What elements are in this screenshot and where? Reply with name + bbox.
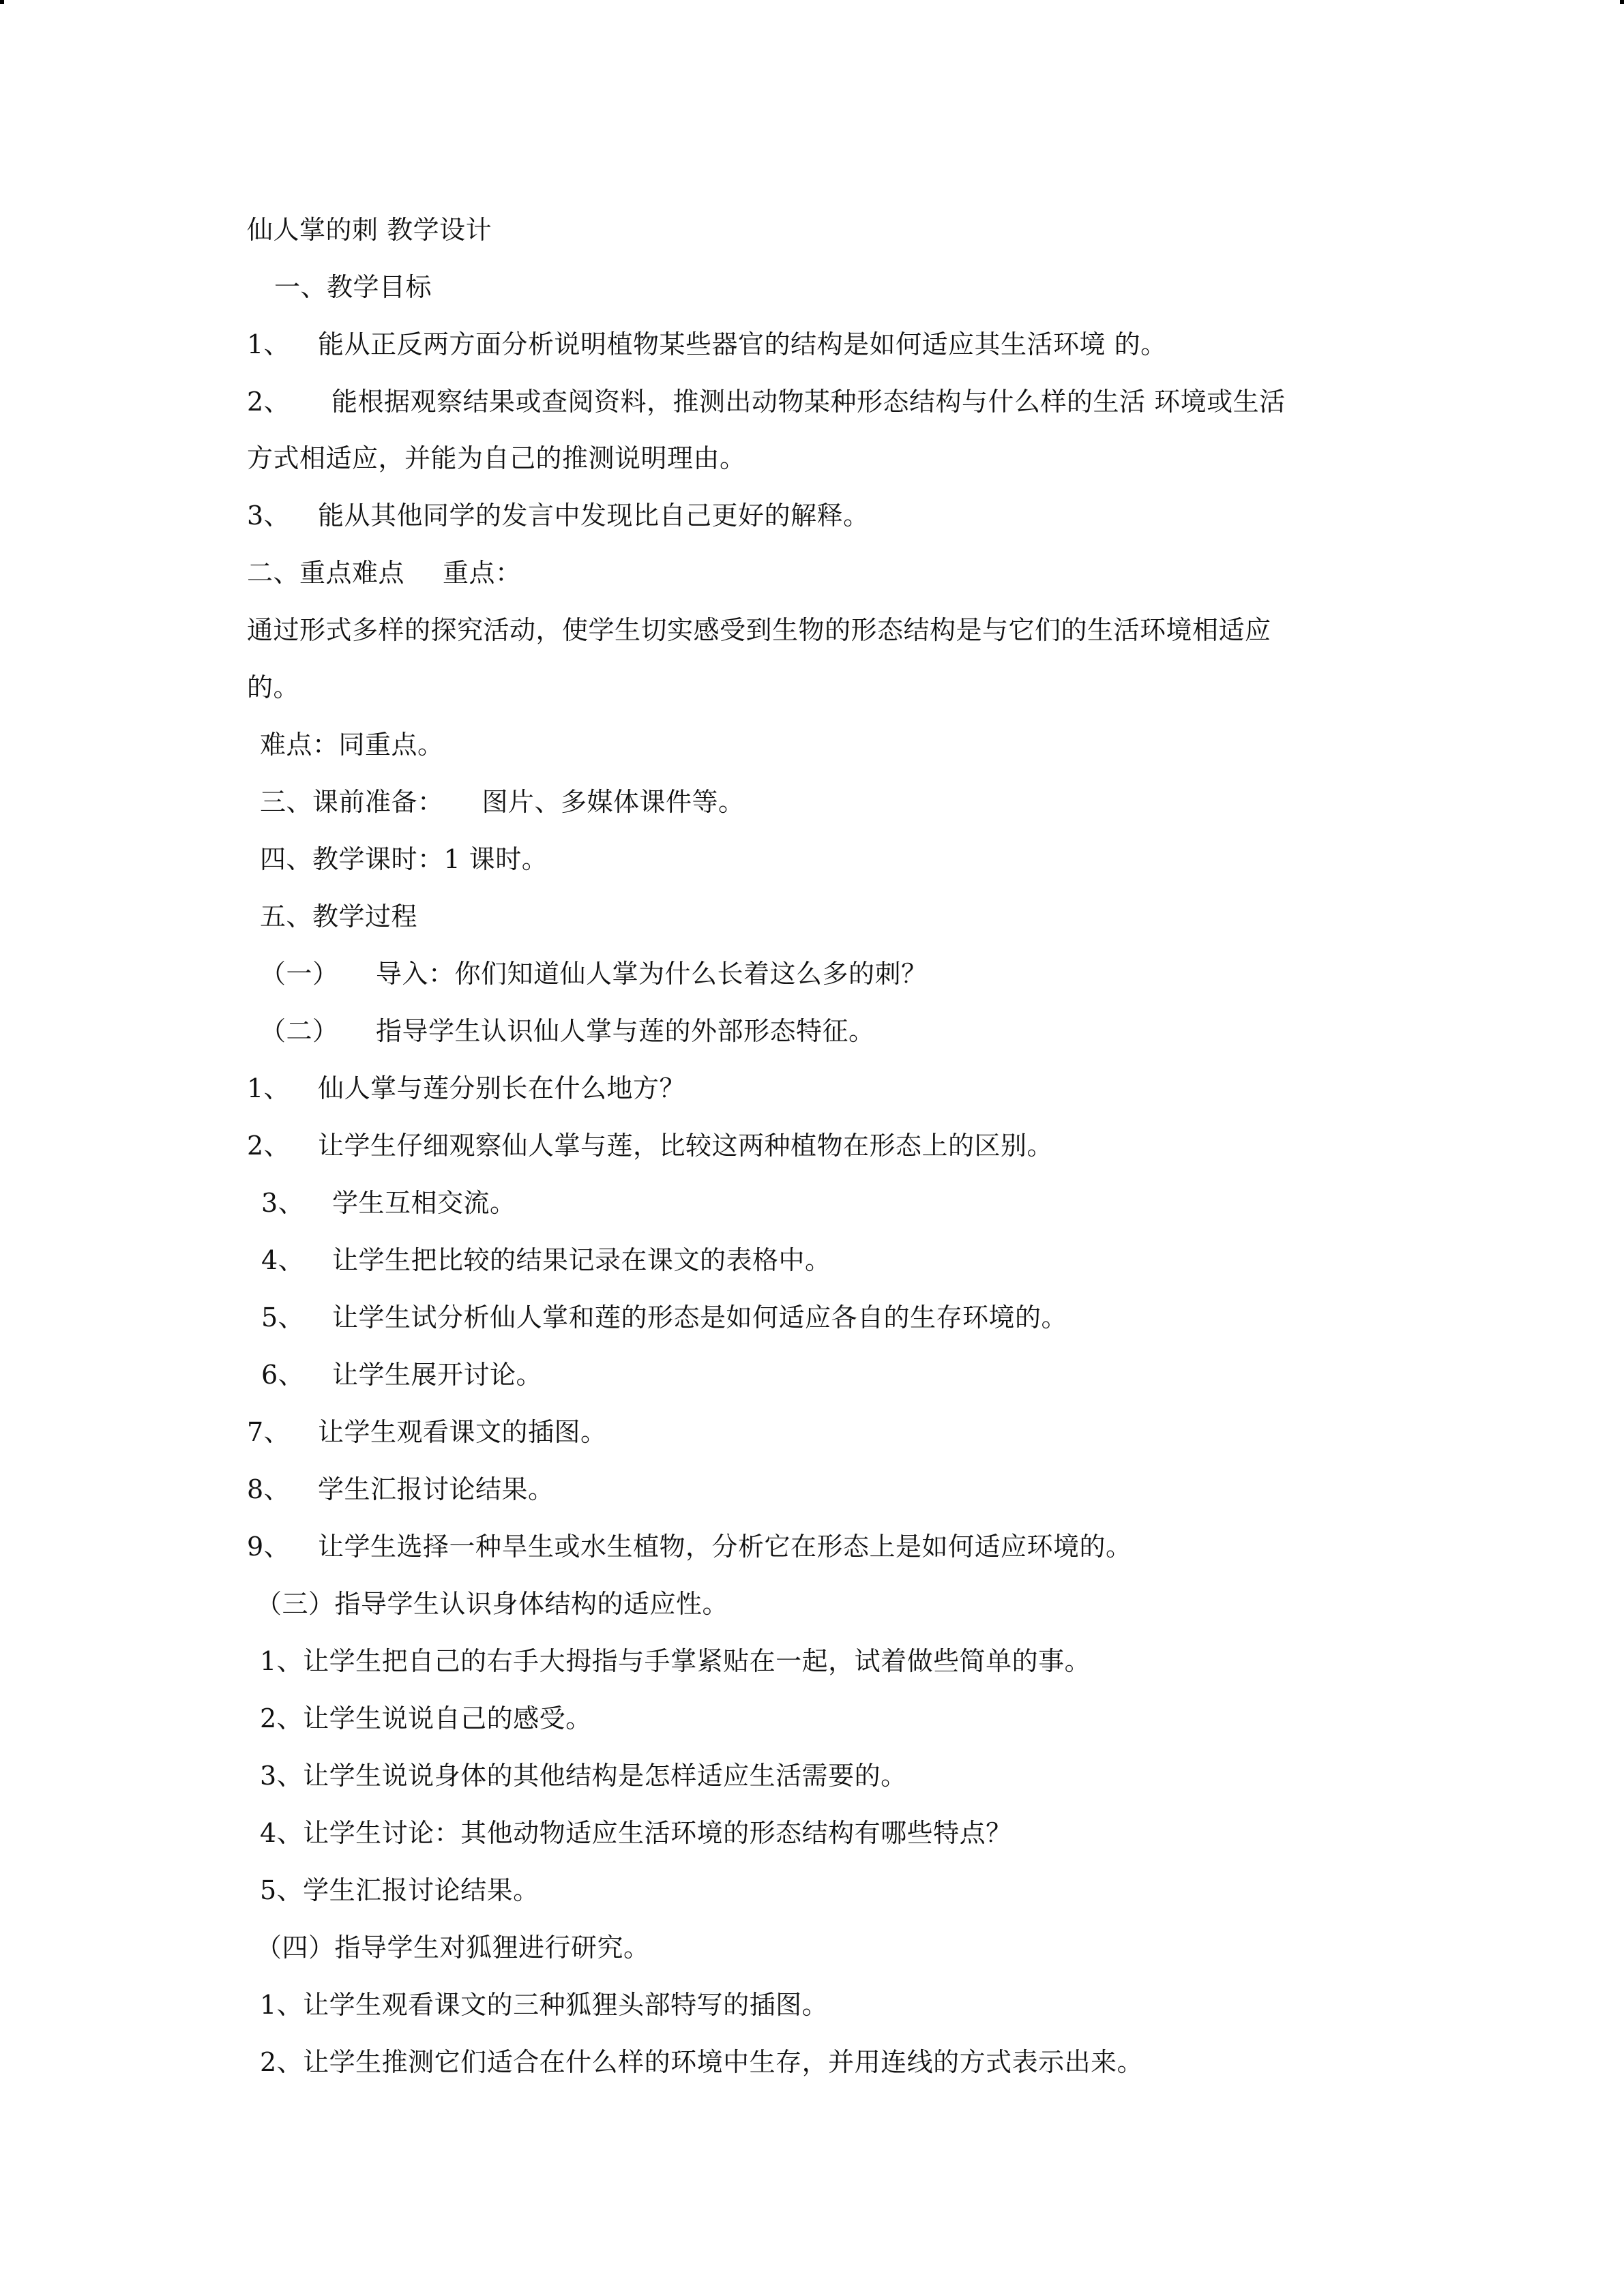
item-text: 让学生展开讨论。 <box>332 1360 543 1390</box>
item-number: 7、 <box>247 1417 291 1447</box>
item-text: 仙人掌与莲分别长在什么地方？ <box>318 1073 686 1103</box>
hours-line: 四、教学课时：1 课时。 <box>260 844 548 874</box>
item-text: 学生互相交流。 <box>332 1188 516 1218</box>
objective-text: 能从正反两方面分析说明植物某些器官的结构是如何适应其生活环境 的。 <box>318 329 1167 359</box>
process-step-3-heading: （三）指导学生认识身体结构的适应性。 <box>256 1589 729 1619</box>
objective-text: 能从其他同学的发言中发现比自己更好的解释。 <box>318 501 870 531</box>
objectives-heading: 一、教学目标 <box>274 272 432 302</box>
list-item: 1、让学生把自己的右手大拇指与手掌紧贴在一起，试着做些简单的事。 <box>260 1646 1091 1676</box>
item-text: 让学生试分析仙人掌和莲的形态是如何适应各自的生存环境的。 <box>332 1302 1068 1332</box>
list-item <box>261 1358 542 1391</box>
key-heading-label: 二、重点难点 <box>247 558 405 588</box>
item-number: 4、 <box>261 1245 305 1275</box>
item-text: 让学生观看课文的插图。 <box>318 1417 607 1447</box>
step-number: （一） <box>260 959 339 989</box>
list-item: 2、让学生推测它们适合在什么样的环境中生存，并用连线的方式表示出来。 <box>260 2047 1144 2077</box>
key-points-heading <box>247 556 522 589</box>
item-text: 让学生仔细观察仙人掌与莲，比较这两种植物在形态上的区别。 <box>318 1131 1054 1161</box>
item-number: 1、 <box>247 1073 291 1103</box>
objective-3 <box>247 499 870 532</box>
item-number: 6、 <box>261 1360 305 1390</box>
process-step-4-heading: （四）指导学生对狐狸进行研究。 <box>256 1933 650 1963</box>
list-item: 4、让学生讨论：其他动物适应生活环境的形态结构有哪些特点？ <box>260 1818 1012 1848</box>
item-number: 2、 <box>247 1131 291 1161</box>
list-item <box>261 1187 516 1219</box>
objective-number: 2、 <box>247 387 291 417</box>
key-point-text-continued: 的。 <box>247 672 300 702</box>
step-text: 指导学生认识仙人掌与莲的外部形态特征。 <box>376 1016 875 1046</box>
preparation-line <box>260 786 745 818</box>
key-point-text: 通过形式多样的探究活动，使学生切实感受到生物的形态结构是与它们的生活环境相适应 <box>247 615 1271 645</box>
list-item: 5、学生汇报讨论结果。 <box>260 1875 540 1905</box>
list-item <box>247 1072 685 1105</box>
list-item <box>247 1129 1053 1162</box>
objective-number: 3、 <box>247 501 291 531</box>
objective-text: 能根据观察结果或查阅资料，推测出动物某种形态结构与什么样的生活 环境或生活 <box>331 387 1286 417</box>
preparation-label: 三、课前准备： <box>260 787 444 817</box>
page-corner-mark-right <box>1620 0 1624 4</box>
objective-number: 1、 <box>247 329 291 359</box>
item-text: 让学生选择一种旱生或水生植物，分析它在形态上是如何适应环境的。 <box>318 1532 1132 1562</box>
difficulty-line: 难点：同重点。 <box>260 730 444 760</box>
list-item <box>247 1416 607 1448</box>
item-number: 5、 <box>261 1302 305 1332</box>
step-number: （二） <box>260 1016 339 1046</box>
list-item: 2、让学生说说自己的感受。 <box>260 1703 592 1733</box>
document-title: 仙人掌的刺 教学设计 <box>247 215 492 245</box>
item-number: 9、 <box>247 1532 291 1562</box>
list-item <box>247 1473 555 1506</box>
item-text: 让学生把比较的结果记录在课文的表格中。 <box>332 1245 831 1275</box>
list-item: 1、让学生观看课文的三种狐狸头部特写的插图。 <box>260 1990 829 2020</box>
process-heading: 五、教学过程 <box>260 901 418 931</box>
key-focus-label: 重点： <box>443 558 522 588</box>
list-item <box>261 1301 1067 1334</box>
objective-1 <box>247 328 1167 361</box>
page-corner-mark-left <box>0 0 4 4</box>
objective-2 <box>247 385 1286 418</box>
objective-2-continued: 方式相适应，并能为自己的推测说明理由。 <box>247 443 746 473</box>
list-item <box>247 1530 1132 1563</box>
item-number: 8、 <box>247 1474 291 1504</box>
process-step-1 <box>260 957 928 990</box>
list-item <box>261 1244 831 1277</box>
item-number: 3、 <box>261 1188 305 1218</box>
process-step-2 <box>260 1015 875 1047</box>
list-item: 3、让学生说说身体的其他结构是怎样适应生活需要的。 <box>260 1761 907 1791</box>
item-text: 学生汇报讨论结果。 <box>318 1474 555 1504</box>
preparation-value: 图片、多媒体课件等。 <box>482 787 745 817</box>
step-text: 导入：你们知道仙人掌为什么长着这么多的刺？ <box>376 959 928 989</box>
